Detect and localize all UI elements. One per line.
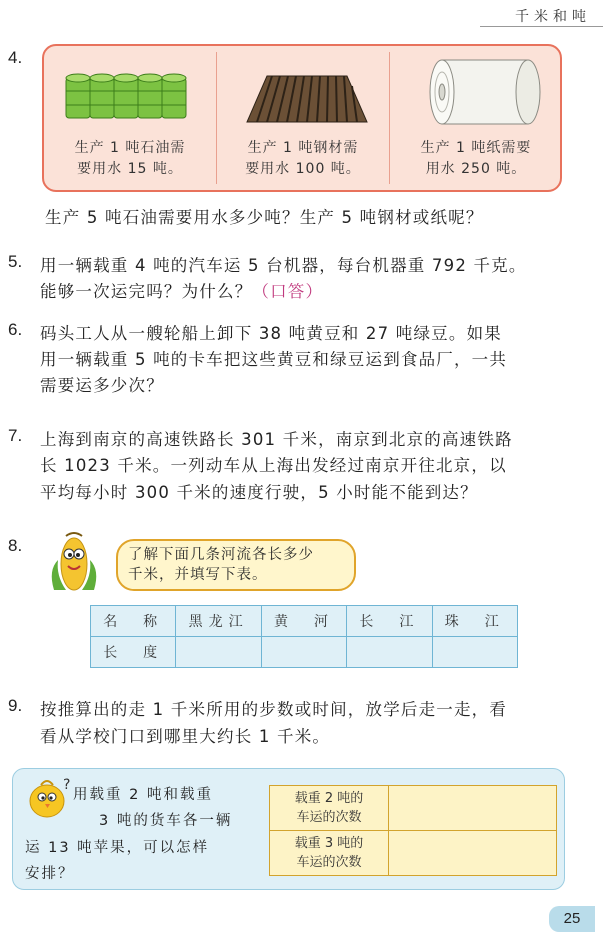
q4-card-oil xyxy=(44,46,216,190)
header-divider xyxy=(480,26,603,27)
svg-text:?: ? xyxy=(63,777,71,793)
q6-line1: 码头工人从一艘轮船上卸下 38 吨黄豆和 27 吨绿豆。如果 xyxy=(40,324,502,343)
oil-barrels-icon xyxy=(44,46,216,136)
q4-card-paper xyxy=(390,46,562,190)
q9-line1: 按推算出的走 1 千米所用的步数或时间，放学后走一走，看 xyxy=(40,700,508,719)
table-cell: 长 江 xyxy=(347,606,432,637)
q7-line1: 上海到南京的高速铁路长 301 千米，南京到北京的高速铁路 xyxy=(40,430,513,449)
q5-line2-text: 能够一次运完吗？为什么？ xyxy=(40,282,253,301)
extra-line3: 运 13 吨苹果，可以怎样 xyxy=(25,840,210,856)
q5-line1: 用一辆载重 4 吨的汽车运 5 台机器，每台机器重 792 千克。 xyxy=(40,256,527,275)
extra-line4: 安排？ xyxy=(25,866,75,882)
chapter-title: 千米和吨 xyxy=(515,9,591,25)
answer-cell[interactable] xyxy=(261,637,346,668)
chick-mascot-icon xyxy=(23,775,73,821)
table-row xyxy=(91,637,518,668)
answer-cell[interactable] xyxy=(347,637,432,668)
table-cell: 黄 河 xyxy=(261,606,346,637)
q6-line3: 需要运多少次？ xyxy=(40,376,164,395)
rivers-table xyxy=(90,605,518,668)
q7-number: 7. xyxy=(8,426,23,445)
truck-trips-table xyxy=(269,785,557,876)
q4-question: 生产 5 吨石油需要用水多少吨？生产 5 吨钢材或纸呢？ xyxy=(45,208,484,227)
table-cell xyxy=(270,831,389,876)
q4-card-oil-line2: 要用水 15 吨。 xyxy=(77,161,183,177)
page-number: 25 xyxy=(549,906,595,932)
q9-number: 9. xyxy=(8,696,23,715)
extra-problem-box xyxy=(12,768,565,890)
row2-label-b: 车运的次数 xyxy=(296,855,362,870)
answer-cell[interactable] xyxy=(176,637,261,668)
q8-number: 8. xyxy=(8,536,23,555)
q7-line3: 平均每小时 300 千米的速度行驶，5 小时能不能到达？ xyxy=(40,483,478,502)
q5-oral-tag: （口答） xyxy=(252,282,324,301)
steel-bars-icon xyxy=(217,46,389,136)
extra-line1: 用载重 2 吨和载重 xyxy=(73,787,213,803)
q6-line2: 用一辆载重 5 吨的卡车把这些黄豆和绿豆运到食品厂，一共 xyxy=(40,350,508,369)
q8-bubble-line1: 了解下面几条河流各长多少 xyxy=(128,547,314,563)
q4-number: 4. xyxy=(8,48,23,67)
table-cell: 名 称 xyxy=(91,606,176,637)
row1-label-b: 车运的次数 xyxy=(296,810,362,825)
q4-card-steel-line1: 生产 1 吨钢材需 xyxy=(247,140,359,156)
table-cell: 长 度 xyxy=(91,637,176,668)
q5-number: 5. xyxy=(8,252,23,271)
table-cell: 珠 江 xyxy=(432,606,517,637)
q4-card-paper-line2: 用水 250 吨。 xyxy=(425,161,527,177)
q6-number: 6. xyxy=(8,320,23,339)
q4-info-box xyxy=(42,44,562,192)
table-row xyxy=(270,786,557,831)
q8-speech-bubble xyxy=(116,539,356,591)
answer-cell[interactable] xyxy=(389,786,557,831)
answer-cell[interactable] xyxy=(389,831,557,876)
table-cell: 黑龙江 xyxy=(176,606,261,637)
row1-label-a: 载重 2 吨的 xyxy=(294,791,364,806)
q9-line2: 看从学校门口到哪里大约长 1 千米。 xyxy=(40,727,331,746)
paper-roll-icon xyxy=(390,46,562,136)
q5-line2 xyxy=(40,278,323,302)
q7-line2: 长 1023 千米。一列动车从上海出发经过南京开往北京，以 xyxy=(40,456,507,475)
q4-card-paper-line1: 生产 1 吨纸需要 xyxy=(420,140,532,156)
q4-card-steel xyxy=(217,46,389,190)
extra-line2: 3 吨的货车各一辆 xyxy=(99,813,233,829)
q8-bubble-line2: 千米，并填写下表。 xyxy=(128,567,268,583)
table-row xyxy=(270,831,557,876)
answer-cell[interactable] xyxy=(432,637,517,668)
table-row xyxy=(91,606,518,637)
corn-mascot-icon xyxy=(44,530,104,598)
table-cell xyxy=(270,786,389,831)
q4-card-oil-line1: 生产 1 吨石油需 xyxy=(74,140,186,156)
row2-label-a: 载重 3 吨的 xyxy=(294,836,364,851)
q4-card-steel-line2: 要用水 100 吨。 xyxy=(245,161,361,177)
